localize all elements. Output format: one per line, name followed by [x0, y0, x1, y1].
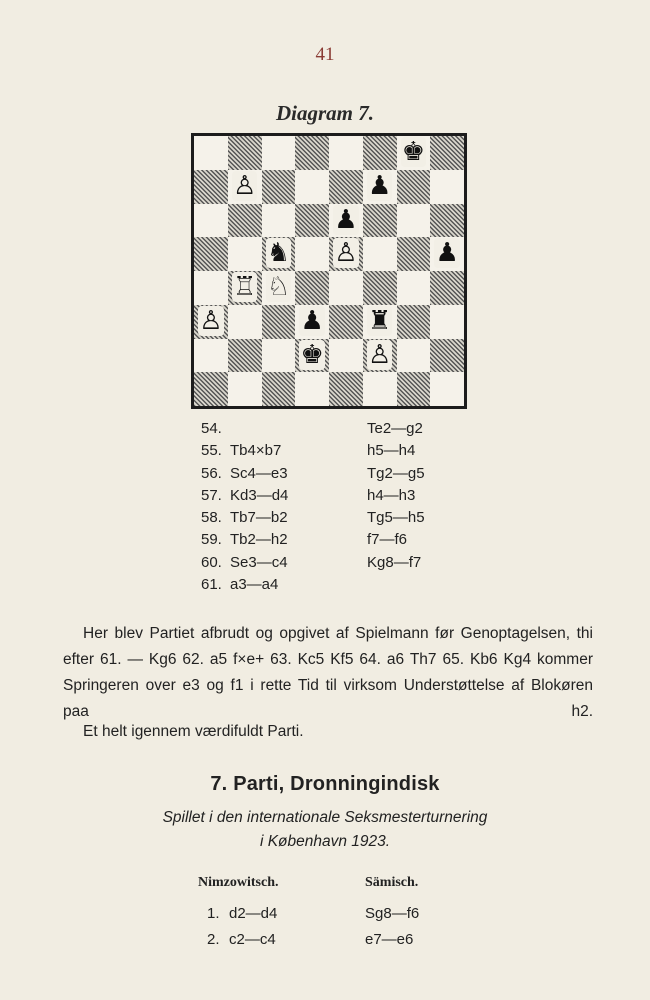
move-number: 56.: [201, 464, 222, 482]
move-row: [201, 440, 501, 462]
subtitle-line-2: i København 1923.: [259, 833, 391, 850]
white-move: Tb4×b7: [230, 442, 282, 460]
board-square: [329, 136, 363, 170]
move-row: [201, 507, 501, 529]
move-number: 58.: [201, 509, 222, 527]
white-pawn-icon: ♙: [367, 339, 392, 370]
board-square: [430, 372, 464, 406]
subtitle-line-1: Spillet i den internationale Seksmesterturnering: [162, 809, 488, 826]
black-move: Te2—g2: [367, 420, 423, 437]
black-move: Tg5—h5: [367, 509, 425, 527]
black-king-icon: ♚: [401, 137, 426, 167]
black-move: Sg8—f6: [365, 905, 420, 922]
black-pawn-icon: ♟: [334, 204, 358, 235]
white-move: d2—d4: [229, 905, 278, 922]
board-square: [397, 271, 431, 305]
move-row: [201, 552, 501, 574]
white-move: Sc4—e3: [230, 464, 288, 482]
board-square: [397, 372, 431, 406]
board-square: [262, 170, 296, 204]
game-subtitle: [0, 806, 650, 854]
board-square: [397, 204, 431, 238]
black-move: e7—e6: [365, 931, 414, 948]
white-pawn-icon: ♙: [232, 170, 257, 201]
board-square: [262, 339, 296, 373]
board-square: [262, 372, 296, 406]
move-number: 60.: [201, 553, 222, 571]
game-title: 7. Parti, Dronningindisk: [210, 773, 440, 795]
board-square: [262, 136, 296, 170]
black-pawn-icon: ♟: [367, 170, 392, 201]
board-square: [430, 204, 464, 238]
board-square: [329, 170, 363, 204]
board-square: [228, 372, 262, 406]
board-square: [363, 237, 397, 271]
black-pawn-icon: ♟: [435, 238, 459, 269]
move-number: 1.: [207, 905, 220, 922]
board-square: [430, 170, 464, 204]
move-row: [207, 901, 507, 927]
board-square: [329, 372, 363, 406]
board-square: [194, 237, 228, 271]
commentary-paragraph: Her blev Partiet afbrudt og opgivet af Spielmann før Genoptagelsen, thi efter 61. — Kg6 62. a5 f×e+ 63. Kc5 Kf5 64. a6 Th7 65. Kb6 Kg4 kommer Springeren over e3 og f1 i rette Tid til virksom Understøttelse af Blokøren paa h2.: [63, 625, 593, 720]
black-move: Kg8—f7: [367, 553, 422, 571]
move-row: [201, 574, 501, 596]
black-move: Tg2—g5: [367, 464, 425, 482]
white-move: Kd3—d4: [230, 486, 289, 504]
board-square: [295, 136, 329, 170]
board-square: [363, 204, 397, 238]
board-square: [363, 372, 397, 406]
closing-remark: Et helt igennem værdifuldt Parti.: [83, 723, 304, 740]
board-square: [295, 170, 329, 204]
board-square: [295, 237, 329, 271]
board-square: [430, 305, 464, 339]
board-square: [295, 372, 329, 406]
opening-moves: [207, 901, 507, 953]
move-number: 61.: [201, 576, 222, 594]
move-number: 57.: [201, 486, 222, 504]
move-row: [201, 463, 501, 485]
black-move: f7—f6: [367, 531, 408, 549]
board-square: [397, 170, 431, 204]
commentary: [63, 621, 593, 725]
move-number: 55.: [201, 442, 222, 460]
board-square: [262, 204, 296, 238]
board-square: [430, 136, 464, 170]
board-square: [194, 204, 228, 238]
black-player-name: Sämisch.: [365, 875, 419, 890]
board-square: [228, 204, 262, 238]
white-move: Tb7—b2: [230, 509, 288, 527]
page-number: 41: [315, 44, 335, 65]
white-move: Se3—c4: [230, 553, 288, 571]
board-square: [363, 271, 397, 305]
move-number: 54.: [201, 420, 222, 437]
white-pawn-icon: ♙: [334, 238, 358, 269]
board-square: [194, 372, 228, 406]
board-square: [397, 237, 431, 271]
move-row: [201, 529, 501, 551]
board-square: [295, 271, 329, 305]
move-row: [201, 418, 501, 440]
white-move: Tb2—h2: [230, 531, 288, 549]
board-square: [397, 305, 431, 339]
board-square: [228, 237, 262, 271]
white-move: a3—a4: [230, 576, 279, 594]
white-player-name: Nimzowitsch.: [198, 875, 279, 890]
board-square: [329, 305, 363, 339]
black-rook-icon: ♜: [367, 305, 392, 336]
board-square: [295, 204, 329, 238]
black-pawn-icon: ♟: [300, 305, 324, 336]
board-square: [329, 339, 363, 373]
black-move: h5—h4: [367, 442, 416, 460]
board-square: [228, 136, 262, 170]
board-square: [262, 305, 296, 339]
white-pawn-icon: ♙: [199, 305, 223, 336]
move-row: [207, 927, 507, 953]
board-square: [194, 271, 228, 305]
board-square: [194, 170, 228, 204]
board-square: [397, 339, 431, 373]
white-knight-icon: ♘: [266, 272, 291, 302]
black-move: h4—h3: [367, 486, 416, 504]
board-square: [329, 271, 363, 305]
white-rook-icon: ♖: [232, 272, 257, 302]
black-knight-icon: ♞: [266, 238, 291, 269]
black-king-icon: ♚: [300, 339, 324, 370]
move-number: 2.: [207, 931, 220, 948]
chess-board: [191, 133, 467, 409]
board-square: [430, 339, 464, 373]
move-number: 59.: [201, 531, 222, 549]
board-square: [228, 339, 262, 373]
board-square: [363, 136, 397, 170]
white-move: c2—c4: [229, 931, 276, 948]
diagram-title: Diagram 7.: [275, 101, 374, 125]
board-square: [194, 136, 228, 170]
board-square: [430, 271, 464, 305]
move-row: [201, 485, 501, 507]
move-list: [201, 418, 501, 596]
board-square: [194, 339, 228, 373]
board-square: [228, 305, 262, 339]
